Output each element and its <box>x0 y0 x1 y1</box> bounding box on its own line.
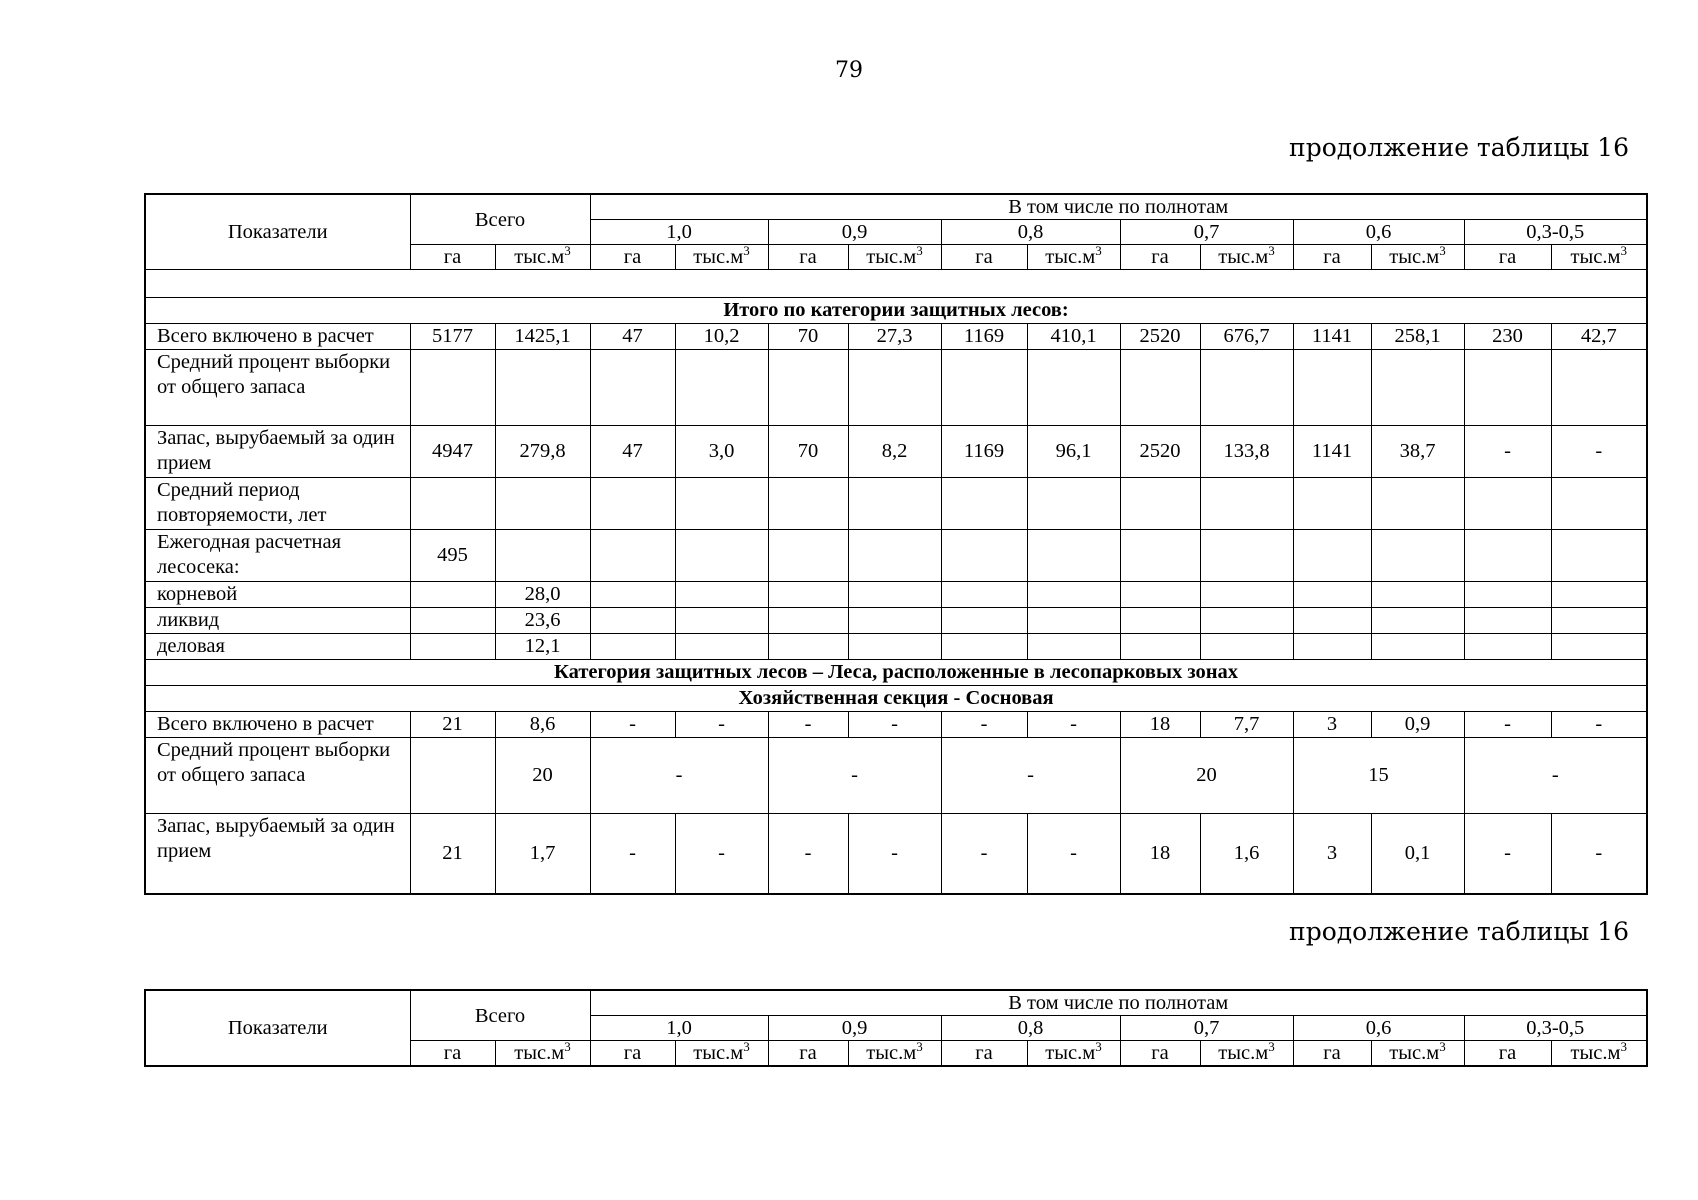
table-cell <box>941 608 1027 634</box>
table-cell <box>1120 350 1200 426</box>
unit-volume-sup: 3 <box>1620 244 1627 259</box>
unit-volume-text: тыс.м <box>1045 1042 1096 1064</box>
table-cell: 258,1 <box>1371 324 1464 350</box>
unit-area-header: га <box>1293 245 1371 270</box>
row-label: Средний период повторяемости, лет <box>145 478 410 530</box>
table-cell: - <box>1027 814 1120 894</box>
table-cell <box>1551 530 1647 582</box>
unit-volume-sup: 3 <box>564 1040 571 1055</box>
table-cell <box>1120 634 1200 660</box>
density-header: 0,3-0,5 <box>1464 1016 1647 1041</box>
table-cell: - <box>768 712 848 738</box>
table-cell: 8,6 <box>495 712 590 738</box>
table-cell: - <box>590 738 768 814</box>
table-cell <box>1371 530 1464 582</box>
header-row <box>145 194 1647 220</box>
unit-volume-text: тыс.м <box>514 1042 565 1064</box>
unit-volume-text: тыс.м <box>693 246 744 268</box>
table-cell <box>410 350 495 426</box>
table-cell <box>590 582 675 608</box>
table-row <box>145 712 1647 738</box>
table-cell <box>1464 530 1551 582</box>
unit-area-header: га <box>1120 245 1200 270</box>
table-cell: 3,0 <box>675 426 768 478</box>
table-cell: 47 <box>590 426 675 478</box>
table-cell <box>768 608 848 634</box>
unit-area-header: га <box>410 245 495 270</box>
table-row <box>145 478 1647 530</box>
table-cell: 42,7 <box>1551 324 1647 350</box>
density-header: 0,6 <box>1293 220 1464 245</box>
table-cell: 2520 <box>1120 426 1200 478</box>
table-cell <box>941 478 1027 530</box>
row-label: Запас, вырубаемый за один прием <box>145 426 410 478</box>
table-cell: 21 <box>410 814 495 894</box>
table-cell <box>768 530 848 582</box>
table-cell: - <box>941 738 1120 814</box>
table-cell <box>1200 530 1293 582</box>
unit-volume-sup: 3 <box>743 1040 750 1055</box>
table-cell <box>1120 582 1200 608</box>
table-cell: 8,2 <box>848 426 941 478</box>
table-cell: 3 <box>1293 712 1371 738</box>
table-cell <box>1371 350 1464 426</box>
table-cell: 5177 <box>410 324 495 350</box>
table-cell: - <box>768 814 848 894</box>
table-cell: - <box>1551 712 1647 738</box>
table-cell <box>941 530 1027 582</box>
table-row <box>145 426 1647 478</box>
unit-volume-header <box>1371 245 1464 270</box>
density-group-header: В том числе по полнотам <box>590 194 1647 220</box>
unit-volume-text: тыс.м <box>866 246 917 268</box>
density-header: 1,0 <box>590 220 768 245</box>
table-row <box>145 634 1647 660</box>
table-cell: 20 <box>495 738 590 814</box>
total-header: Всего <box>410 990 590 1041</box>
unit-area-header: га <box>768 245 848 270</box>
table-cell <box>590 530 675 582</box>
table-cell: - <box>941 814 1027 894</box>
unit-volume-sup: 3 <box>743 244 750 259</box>
table-cell: 3 <box>1293 814 1371 894</box>
table-cell <box>1120 530 1200 582</box>
unit-volume-header <box>1027 1041 1120 1067</box>
unit-area-header: га <box>1293 1041 1371 1067</box>
table-row <box>145 660 1647 686</box>
table-cell: 23,6 <box>495 608 590 634</box>
unit-volume-header <box>495 1041 590 1067</box>
table-cell <box>768 478 848 530</box>
unit-volume-sup: 3 <box>1620 1040 1627 1055</box>
unit-volume-sup: 3 <box>1095 244 1102 259</box>
density-header: 1,0 <box>590 1016 768 1041</box>
table-cell: - <box>1551 814 1647 894</box>
unit-volume-text: тыс.м <box>1570 246 1621 268</box>
row-label: корневой <box>145 582 410 608</box>
table-cell <box>1027 582 1120 608</box>
table-cell: 0,9 <box>1371 712 1464 738</box>
unit-volume-header <box>675 1041 768 1067</box>
row-label: Средний процент выборки от общего запаса <box>145 350 410 426</box>
table-cell <box>410 582 495 608</box>
row-label: Всего включено в расчет <box>145 324 410 350</box>
unit-volume-text: тыс.м <box>1389 1042 1440 1064</box>
table-cell <box>848 634 941 660</box>
table-row <box>145 530 1647 582</box>
table-cell <box>1551 478 1647 530</box>
unit-volume-header <box>1551 245 1647 270</box>
table-cell: 4947 <box>410 426 495 478</box>
table-cell: - <box>590 814 675 894</box>
table-cell <box>1464 350 1551 426</box>
table-cell: 1,7 <box>495 814 590 894</box>
table-cell <box>590 608 675 634</box>
table-cell <box>410 738 495 814</box>
row-label: деловая <box>145 634 410 660</box>
table-row <box>145 298 1647 324</box>
row-label: Ежегодная расчетная лесосека: <box>145 530 410 582</box>
table-cell: - <box>675 814 768 894</box>
unit-volume-text: тыс.м <box>1570 1042 1621 1064</box>
summary-title: Итого по категории защитных лесов: <box>145 298 1647 324</box>
table-cell <box>848 608 941 634</box>
unit-volume-sup: 3 <box>1095 1040 1102 1055</box>
table-cell <box>1551 350 1647 426</box>
table-cell <box>1293 634 1371 660</box>
unit-volume-text: тыс.м <box>1045 246 1096 268</box>
table-cell: 495 <box>410 530 495 582</box>
header-row <box>145 990 1647 1016</box>
density-header: 0,8 <box>941 220 1120 245</box>
table-cell: 12,1 <box>495 634 590 660</box>
table-cell: 1169 <box>941 426 1027 478</box>
table-cell <box>1027 530 1120 582</box>
table-cell <box>1371 634 1464 660</box>
unit-area-header: га <box>1120 1041 1200 1067</box>
table-caption: продолжение таблицы 16 <box>1289 917 1629 946</box>
table-cell <box>1293 478 1371 530</box>
table-row <box>145 686 1647 712</box>
table-cell <box>848 582 941 608</box>
table-row <box>145 608 1647 634</box>
category-title: Категория защитных лесов – Леса, расположенные в лесопарковых зонах <box>145 660 1647 686</box>
table-cell: 1141 <box>1293 324 1371 350</box>
unit-area-header: га <box>941 245 1027 270</box>
table-cell <box>848 478 941 530</box>
table-cell <box>1200 478 1293 530</box>
table-cell: 133,8 <box>1200 426 1293 478</box>
table-cell: 18 <box>1120 814 1200 894</box>
table-cell: 0,1 <box>1371 814 1464 894</box>
table-cell <box>1200 608 1293 634</box>
table-cell: - <box>848 712 941 738</box>
table-cell: 96,1 <box>1027 426 1120 478</box>
table-cell <box>768 634 848 660</box>
table-cell: - <box>675 712 768 738</box>
table-cell: - <box>1027 712 1120 738</box>
table-cell <box>675 608 768 634</box>
unit-volume-sup: 3 <box>1439 244 1446 259</box>
density-group-header: В том числе по полнотам <box>590 990 1647 1016</box>
table-cell <box>675 350 768 426</box>
unit-volume-sup: 3 <box>1268 1040 1275 1055</box>
table-cell <box>1120 608 1200 634</box>
indicators-header: Показатели <box>145 990 410 1066</box>
table-cell: 70 <box>768 426 848 478</box>
table-cell: 10,2 <box>675 324 768 350</box>
empty-row <box>145 270 1647 298</box>
table-cell: 47 <box>590 324 675 350</box>
table-cell <box>941 350 1027 426</box>
row-label: ликвид <box>145 608 410 634</box>
unit-volume-text: тыс.м <box>693 1042 744 1064</box>
table-cell <box>1027 608 1120 634</box>
table-cell: 1425,1 <box>495 324 590 350</box>
table-cell <box>1371 582 1464 608</box>
table-cell <box>941 582 1027 608</box>
unit-volume-header <box>1027 245 1120 270</box>
table-cell: 38,7 <box>1371 426 1464 478</box>
density-header: 0,8 <box>941 1016 1120 1041</box>
table-cell <box>1293 530 1371 582</box>
density-header: 0,3-0,5 <box>1464 220 1647 245</box>
table-cell: - <box>1464 738 1647 814</box>
unit-volume-text: тыс.м <box>514 246 565 268</box>
table-cell <box>495 350 590 426</box>
density-header: 0,9 <box>768 220 941 245</box>
table-cell: - <box>1551 426 1647 478</box>
table-cell: 1,6 <box>1200 814 1293 894</box>
unit-area-header: га <box>590 1041 675 1067</box>
unit-volume-header <box>675 245 768 270</box>
table-cell <box>1464 582 1551 608</box>
table-cell: 279,8 <box>495 426 590 478</box>
unit-volume-header <box>848 245 941 270</box>
table-row <box>145 582 1647 608</box>
table-row <box>145 350 1647 426</box>
table-cell <box>1293 582 1371 608</box>
table-cell: - <box>848 814 941 894</box>
table-cell <box>1120 478 1200 530</box>
table-cell: - <box>590 712 675 738</box>
table-cell: 410,1 <box>1027 324 1120 350</box>
unit-volume-sup: 3 <box>916 244 923 259</box>
forest-table-2 <box>144 989 1648 1067</box>
table-cell <box>675 582 768 608</box>
table-cell <box>675 634 768 660</box>
forest-table-1 <box>144 193 1648 895</box>
unit-volume-header <box>1371 1041 1464 1067</box>
unit-volume-text: тыс.м <box>1218 246 1269 268</box>
table-row <box>145 324 1647 350</box>
row-label: Всего включено в расчет <box>145 712 410 738</box>
table-cell: 1169 <box>941 324 1027 350</box>
table-cell <box>768 582 848 608</box>
table-cell: - <box>768 738 941 814</box>
table-cell <box>410 478 495 530</box>
table-cell <box>590 478 675 530</box>
table-cell <box>675 530 768 582</box>
table-cell <box>1551 608 1647 634</box>
table-cell: - <box>1464 814 1551 894</box>
page-number: 79 <box>835 58 863 83</box>
table-cell <box>848 530 941 582</box>
total-header: Всего <box>410 194 590 245</box>
table-cell: 2520 <box>1120 324 1200 350</box>
unit-area-header: га <box>941 1041 1027 1067</box>
table-cell <box>768 350 848 426</box>
density-header: 0,6 <box>1293 1016 1464 1041</box>
unit-area-header: га <box>590 245 675 270</box>
table-cell <box>1293 608 1371 634</box>
unit-area-header: га <box>1464 1041 1551 1067</box>
unit-volume-header <box>848 1041 941 1067</box>
table-cell <box>1551 634 1647 660</box>
table-cell <box>1551 582 1647 608</box>
unit-volume-text: тыс.м <box>1389 246 1440 268</box>
table-row <box>145 814 1647 894</box>
density-header: 0,9 <box>768 1016 941 1041</box>
unit-volume-header <box>1200 1041 1293 1067</box>
indicators-header: Показатели <box>145 194 410 270</box>
table-row <box>145 738 1647 814</box>
table-cell <box>675 478 768 530</box>
table-cell <box>1200 582 1293 608</box>
unit-volume-header <box>1551 1041 1647 1067</box>
table-cell: - <box>1464 426 1551 478</box>
unit-volume-sup: 3 <box>1439 1040 1446 1055</box>
table-cell <box>590 634 675 660</box>
table-cell: 1141 <box>1293 426 1371 478</box>
table-cell <box>410 634 495 660</box>
unit-volume-header <box>1200 245 1293 270</box>
table-cell <box>848 350 941 426</box>
row-label: Запас, вырубаемый за один прием <box>145 814 410 894</box>
table-cell <box>1371 478 1464 530</box>
table-caption: продолжение таблицы 16 <box>1289 133 1629 162</box>
density-header: 0,7 <box>1120 1016 1293 1041</box>
unit-area-header: га <box>1464 245 1551 270</box>
table-cell: - <box>1464 712 1551 738</box>
table-cell <box>1027 634 1120 660</box>
table-cell <box>1464 478 1551 530</box>
table-cell <box>941 634 1027 660</box>
unit-volume-text: тыс.м <box>1218 1042 1269 1064</box>
table-cell: 21 <box>410 712 495 738</box>
table-cell <box>495 530 590 582</box>
unit-volume-sup: 3 <box>1268 244 1275 259</box>
table-row <box>145 270 1647 298</box>
table-cell <box>1464 634 1551 660</box>
row-label: Средний процент выборки от общего запаса <box>145 738 410 814</box>
table-cell: - <box>941 712 1027 738</box>
unit-volume-text: тыс.м <box>866 1042 917 1064</box>
unit-volume-sup: 3 <box>564 244 571 259</box>
table-cell: 27,3 <box>848 324 941 350</box>
table-cell <box>590 350 675 426</box>
table-cell: 15 <box>1293 738 1464 814</box>
table-cell <box>495 478 590 530</box>
table-cell: 676,7 <box>1200 324 1293 350</box>
density-header: 0,7 <box>1120 220 1293 245</box>
table-cell: 20 <box>1120 738 1293 814</box>
table-cell <box>1464 608 1551 634</box>
table-cell <box>1293 350 1371 426</box>
table-cell <box>1027 350 1120 426</box>
table-cell <box>410 608 495 634</box>
table-cell: 70 <box>768 324 848 350</box>
table-cell <box>1200 350 1293 426</box>
unit-volume-sup: 3 <box>916 1040 923 1055</box>
table-cell: 230 <box>1464 324 1551 350</box>
section-title: Хозяйственная секция - Сосновая <box>145 686 1647 712</box>
table-cell <box>1027 478 1120 530</box>
unit-area-header: га <box>768 1041 848 1067</box>
table-cell: 7,7 <box>1200 712 1293 738</box>
table-cell <box>1371 608 1464 634</box>
unit-area-header: га <box>410 1041 495 1067</box>
table-cell: 18 <box>1120 712 1200 738</box>
unit-volume-header <box>495 245 590 270</box>
table-cell: 28,0 <box>495 582 590 608</box>
table-cell <box>1200 634 1293 660</box>
